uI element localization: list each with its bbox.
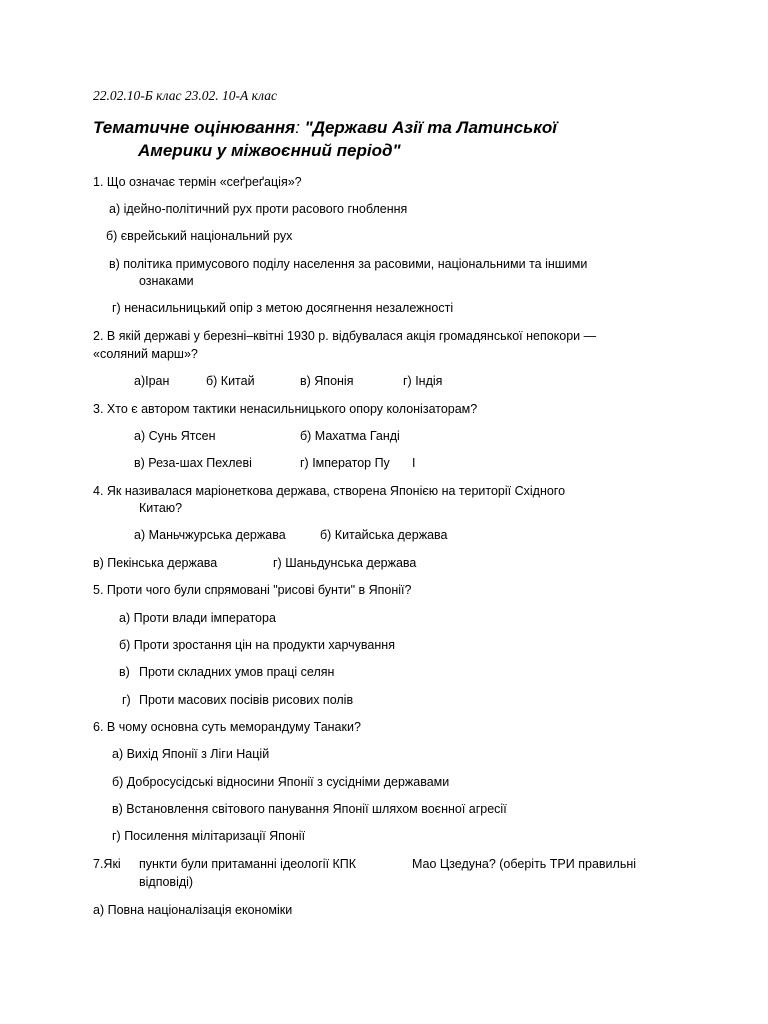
- question-2: 2. В якій державі у березні–квітні 1930 р. відбувалася акція громадянської непокори —: [93, 329, 597, 343]
- q2-option-a: а)Іран: [134, 374, 170, 388]
- question-6: 6. В чому основна суть меморандуму Танаки?: [93, 720, 361, 734]
- q4-option-c: в) Пекінська держава: [93, 556, 218, 570]
- question-3: 3. Хто є автором тактики ненасильницького опору колонізаторам?: [93, 402, 478, 416]
- q5-option-d: Проти масових посівів рисових полів: [139, 693, 354, 707]
- q3-option-d-suffix: І: [412, 456, 416, 470]
- question-4: 4. Як називалася маріонеткова держава, створена Японією на території Східного: [93, 484, 566, 498]
- question-1: 1. Що означає термін «сеґреґація»?: [93, 175, 302, 189]
- question-5: 5. Проти чого були спрямовані "рисові бунти" в Японії?: [93, 583, 412, 597]
- page-title-line-2: Америки у міжвоєнний період": [138, 141, 401, 160]
- q3-option-c: в) Реза-шах Пехлеві: [134, 456, 252, 470]
- q6-option-a: а) Вихід Японії з Ліги Націй: [112, 747, 270, 761]
- question-7-part-1: пункти були притаманні ідеології КПК: [139, 857, 357, 871]
- q6-option-d: г) Посилення мілітаризації Японії: [112, 829, 306, 843]
- q5-option-a: а) Проти влади імператора: [119, 611, 276, 625]
- q1-option-a: а) ідейно-політичний рух проти расового гноблення: [109, 202, 408, 216]
- q6-option-b: б) Добросусідські відносини Японії з сусідніми державами: [112, 775, 450, 789]
- q4-option-b: б) Китайська держава: [320, 528, 448, 542]
- q2-option-b: б) Китай: [206, 374, 255, 388]
- q2-option-d: г) Індія: [403, 374, 443, 388]
- q1-option-b: б) єврейський національний рух: [106, 229, 293, 243]
- q6-option-c: в) Встановлення світового панування Японії шляхом воєнної агресії: [112, 802, 507, 816]
- q1-option-c-cont: ознаками: [139, 274, 194, 288]
- q5-option-d-label: г): [122, 693, 131, 707]
- title-main: "Держави Азії та Латинської: [299, 118, 557, 137]
- q2-option-c: в) Японія: [300, 374, 354, 388]
- q1-option-c: в) політика примусового поділу населення за расовими, національними та іншими: [109, 257, 588, 271]
- question-2-cont: «соляний марш»?: [93, 347, 198, 361]
- q4-option-d: г) Шаньдунська держава: [273, 556, 417, 570]
- question-7-cont: відповіді): [139, 875, 194, 889]
- q1-option-d: г) ненасильницький опір з метою досягнення незалежності: [112, 301, 454, 315]
- class-header: 22.02.10-Б клас 23.02. 10-А клас: [93, 88, 277, 103]
- q4-option-a: а) Маньчжурська держава: [134, 528, 286, 542]
- q5-option-c: Проти складних умов праці селян: [139, 665, 335, 679]
- question-7-part-2: Мао Цзедуна? (оберіть ТРИ правильні: [412, 857, 637, 871]
- q5-option-c-label: в): [119, 665, 130, 679]
- question-4-cont: Китаю?: [139, 501, 183, 515]
- q7-option-a: а) Повна націоналізація економіки: [93, 903, 293, 917]
- title-colon: :: [295, 118, 300, 137]
- q3-option-b: б) Махатма Ганді: [300, 429, 400, 443]
- title-prefix: Тематичне оцінювання: [93, 118, 296, 137]
- page-title-line-1: [93, 117, 557, 139]
- q3-option-d: г) Імператор Пу: [300, 456, 390, 470]
- q5-option-b: б) Проти зростання цін на продукти харчування: [119, 638, 395, 652]
- q3-option-a: а) Сунь Ятсен: [134, 429, 216, 443]
- question-7-number: 7.Які: [93, 857, 121, 871]
